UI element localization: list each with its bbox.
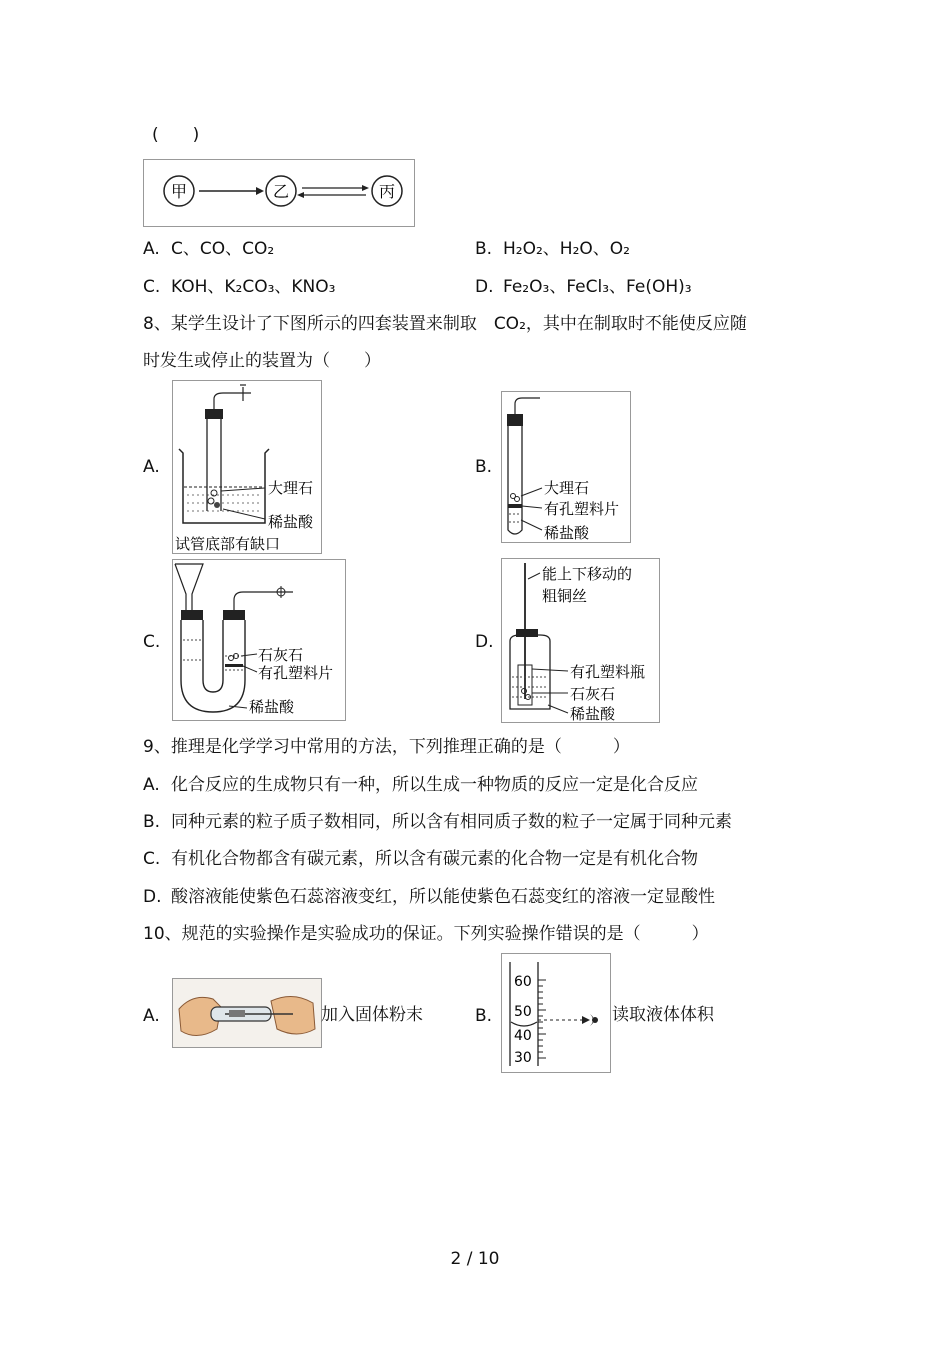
q10-b-tick-50: 50: [514, 1004, 532, 1020]
q7-option-d-text: Fe₂O₃、FeCl₃、Fe(OH)₃: [503, 277, 692, 297]
q8-c-plate-label: 有孔塑料片: [258, 664, 334, 682]
q8-c-acid-label: 稀盐酸: [249, 698, 295, 716]
q9-option-d-text: 酸溶液能使紫色石蕊溶液变红，所以能使紫色石蕊变红的溶液一定显酸性: [171, 887, 715, 907]
node-yi-label: 乙: [272, 182, 290, 201]
q8-a-note-label: 试管底部有缺口: [175, 535, 281, 553]
q10-image-add-powder: [172, 978, 322, 1048]
node-jia-label: 甲: [170, 182, 188, 201]
q8-apparatus-b: [501, 391, 631, 543]
q9-option-a-text: 化合反应的生成物只有一种，所以生成一种物质的反应一定是化合反应: [171, 775, 698, 795]
q8-d-bottle-label: 有孔塑料瓶: [570, 663, 646, 681]
q8-c-limestone-label: 石灰石: [258, 646, 304, 664]
q8-stem-line2: 时发生或停止的装置为（ ）: [143, 351, 381, 371]
q10-b-tick-40: 40: [514, 1028, 532, 1044]
answer-bracket: ( ): [152, 125, 200, 145]
q7-option-a-label: A.: [143, 239, 160, 259]
q7-option-d-label: D.: [475, 277, 494, 297]
q8-d-acid-label: 稀盐酸: [570, 705, 616, 722]
q10-image-read-volume: [501, 953, 611, 1073]
q8-stem-line1: 8、某学生设计了下图所示的四套装置来制取 CO₂，其中在制取时不能使反应随: [143, 314, 747, 334]
page-number: 2 / 10: [450, 1249, 500, 1269]
q9-option-c-label: C.: [143, 849, 161, 869]
q8-d-limestone-label: 石灰石: [570, 685, 616, 703]
node-yi: [266, 176, 296, 206]
q8-b-acid-label: 稀盐酸: [544, 524, 590, 542]
q10-option-a-label: A.: [143, 1006, 160, 1026]
node-bing-label: 丙: [378, 182, 396, 201]
q9-option-b-label: B.: [143, 812, 161, 832]
q8-d-wire-label-2: 粗铜丝: [542, 587, 588, 605]
q10-stem: 10、规范的实验操作是实验成功的保证。下列实验操作错误的是（ ）: [143, 924, 709, 944]
q8-b-marble-label: 大理石: [544, 479, 590, 497]
q10-b-tick-30: 30: [514, 1050, 532, 1066]
q8-b-plate-label: 有孔塑料片: [544, 500, 620, 518]
q7-option-b-text: H₂O₂、H₂O、O₂: [503, 239, 630, 259]
q8-a-marble-label: 大理石: [268, 479, 314, 497]
q7-relation-diagram: [143, 159, 415, 227]
q7-option-a-text: C、CO、CO₂: [171, 239, 275, 259]
q8-apparatus-a: [172, 380, 322, 554]
q8-option-d-label: D.: [475, 632, 494, 652]
q8-d-wire-label-1: 能上下移动的: [542, 565, 633, 583]
q7-option-c-label: C.: [143, 277, 161, 297]
q10-option-b-label: B.: [475, 1006, 493, 1026]
q9-option-b-text: 同种元素的粒子质子数相同，所以含有相同质子数的粒子一定属于同种元素: [171, 812, 732, 832]
q9-option-d-label: D.: [143, 887, 162, 907]
q8-apparatus-d: [501, 558, 660, 723]
q8-option-a-label: A.: [143, 457, 160, 477]
q7-option-b-label: B.: [475, 239, 493, 259]
q8-a-acid-label: 稀盐酸: [268, 513, 314, 531]
node-bing: [372, 176, 402, 206]
q7-option-c-text: KOH、K₂CO₃、KNO₃: [171, 277, 336, 297]
q10-a-caption: 加入固体粉末: [321, 1005, 423, 1025]
q8-apparatus-c: [172, 559, 346, 721]
q9-stem: 9、推理是化学学习中常用的方法，下列推理正确的是（ ）: [143, 737, 630, 757]
q10-b-caption: 读取液体体积: [612, 1005, 714, 1025]
node-jia: [164, 176, 194, 206]
q8-option-b-label: B.: [475, 457, 493, 477]
q10-b-tick-60: 60: [514, 974, 532, 990]
q9-option-a-label: A.: [143, 775, 160, 795]
q8-option-c-label: C.: [143, 632, 161, 652]
q9-option-c-text: 有机化合物都含有碳元素，所以含有碳元素的化合物一定是有机化合物: [171, 849, 698, 869]
